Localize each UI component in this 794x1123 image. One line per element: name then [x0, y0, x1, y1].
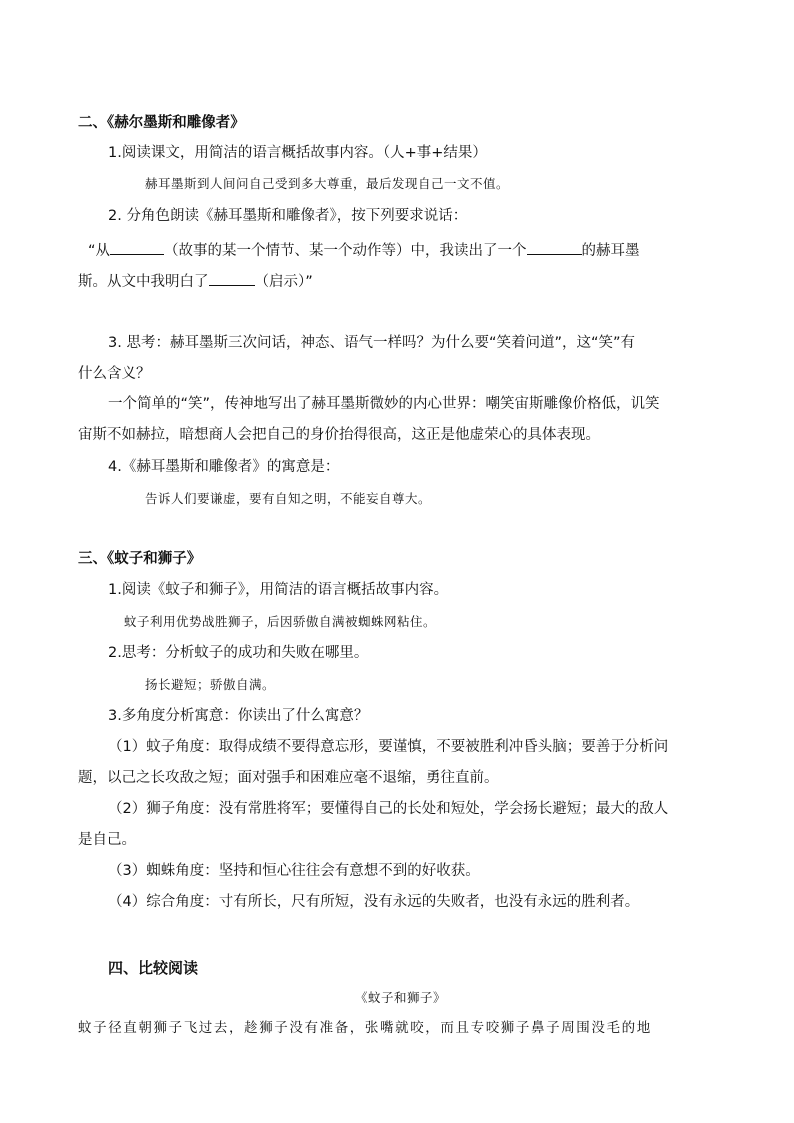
section-2-question-2: 2. 分角色朗读《赫耳墨斯和雕像者》，按下列要求说话： [108, 208, 468, 224]
section-2-question-4: 4.《赫耳墨斯和雕像者》的寓意是： [108, 459, 340, 475]
perspective-mosquito-line-1: （1）蚊子角度：取得成绩不要得意忘形，要谨慎，不要被胜利冲昏头脑；要善于分析问 [108, 739, 669, 755]
section-2-question-3-line-1: 3. 思考：赫耳墨斯三次问话，神态、语气一样吗？为什么要“笑着问道”，这“笑”有 [108, 335, 635, 351]
perspective-lion-line-1: （2）狮子角度：没有常胜将军；要懂得自己的长处和短处，学会扬长避短；最大的敌人 [108, 801, 669, 817]
section-2-answer-4: 告诉人们要谦虚，要有自知之明，不能妄自尊大。 [145, 491, 432, 506]
fill-text-part: 的赫耳墨 [581, 243, 640, 259]
section-2-answer-1: 赫耳墨斯到人间问自己受到多大尊重，最后发现自己一文不值。 [145, 176, 510, 191]
section-2-question-3-line-2: 什么含义？ [78, 366, 151, 382]
fill-text-part: （故事的某一个情节、某一个动作等）中，我读出了一个 [164, 243, 527, 259]
fill-text-part: （启示）” [254, 274, 313, 290]
section-3-answer-1: 蚊子利用优势战胜狮子，后因骄傲自满被蜘蛛网粘住。 [124, 614, 437, 629]
section-3-question-2: 2.思考：分析蚊子的成功和失败在哪里。 [108, 645, 369, 661]
section-2-fill-line-1 [88, 240, 640, 261]
section-3-heading: 三、《蚊子和狮子》 [78, 551, 202, 567]
fill-text-part: “从 [88, 243, 111, 259]
section-4-passage-line-1: 蚊子径直朝狮子飞过去，趁狮子没有准备，张嘴就咬，而且专咬狮子鼻子周围没毛的地 [78, 1020, 652, 1036]
section-3-question-1: 1.阅读《蚊子和狮子》，用简洁的语言概括故事内容。 [108, 582, 449, 598]
perspective-combined: （4）综合角度：寸有所长，尺有所短，没有永远的失败者，也没有永远的胜利者。 [108, 894, 640, 910]
section-2-answer-3-line-1: 一个简单的“笑”，传神地写出了赫耳墨斯微妙的内心世界：嘲笑宙斯雕像价格低，讥笑 [108, 396, 660, 412]
perspective-mosquito-line-2: 题，以己之长攻敌之短；面对强手和困难应毫不退缩，勇往直前。 [78, 770, 499, 786]
section-4-heading: 四、比较阅读 [108, 959, 199, 977]
section-3-question-3: 3.多角度分析寓意：你读出了什么寓意？ [108, 708, 369, 724]
fill-blank[interactable] [527, 240, 582, 255]
section-2-heading: 二、《赫尔墨斯和雕像者》 [78, 115, 245, 131]
perspective-lion-line-2: 是自己。 [78, 832, 136, 848]
section-4-passage-title: 《蚊子和狮子》 [355, 990, 447, 1005]
fill-text-part: 斯。从文中我明白了 [78, 274, 209, 290]
section-3-answer-2: 扬长避短；骄傲自满。 [145, 677, 276, 692]
perspective-spider: （3）蜘蛛角度：坚持和恒心往往会有意想不到的好收获。 [108, 863, 480, 879]
section-2-answer-3-line-2: 宙斯不如赫拉，暗想商人会把自己的身价抬得很高，这正是他虚荣心的具体表现。 [78, 427, 600, 443]
fill-blank[interactable] [110, 240, 164, 255]
section-2-fill-line-2 [78, 271, 313, 292]
section-2-question-1: 1.阅读课文，用简洁的语言概括故事内容。（人+事+结果） [108, 145, 487, 161]
fill-blank[interactable] [209, 271, 255, 286]
